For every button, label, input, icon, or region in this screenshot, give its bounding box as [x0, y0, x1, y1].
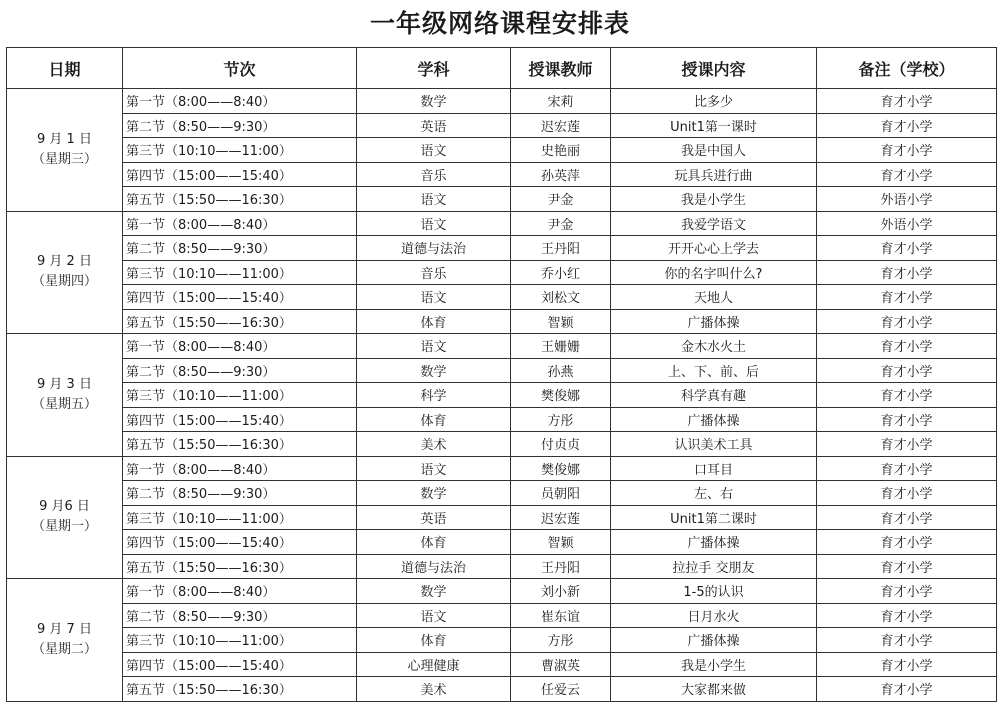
teacher-cell: 智颖	[511, 309, 611, 334]
school-cell: 育才小学	[817, 285, 997, 310]
content-cell: 玩具兵进行曲	[611, 162, 817, 187]
subject-cell: 道德与法治	[357, 554, 511, 579]
weekday-label: （星期二）	[31, 641, 97, 657]
table-header	[7, 48, 997, 89]
period-cell: 第二节（8:50——9:30）	[123, 481, 357, 506]
table-row	[7, 481, 997, 506]
content-cell: 广播体操	[611, 309, 817, 334]
school-cell: 育才小学	[817, 260, 997, 285]
school-cell: 育才小学	[817, 162, 997, 187]
header-school: 备注（学校）	[817, 48, 997, 89]
table-row	[7, 554, 997, 579]
period-cell: 第四节（15:00——15:40）	[123, 530, 357, 555]
school-cell: 育才小学	[817, 407, 997, 432]
teacher-cell: 孙燕	[511, 358, 611, 383]
period-cell: 第四节（15:00——15:40）	[123, 285, 357, 310]
content-cell: 广播体操	[611, 530, 817, 555]
teacher-cell: 史艳丽	[511, 138, 611, 163]
period-cell: 第一节（8:00——8:40）	[123, 211, 357, 236]
content-cell: 你的名字叫什么?	[611, 260, 817, 285]
teacher-cell: 迟宏莲	[511, 505, 611, 530]
teacher-cell: 王丹阳	[511, 236, 611, 261]
subject-cell: 体育	[357, 407, 511, 432]
content-cell: 金木水火土	[611, 334, 817, 359]
subject-cell: 语文	[357, 334, 511, 359]
date-label: 9 月 7 日	[37, 621, 92, 637]
content-cell: 认识美术工具	[611, 432, 817, 457]
content-cell: 科学真有趣	[611, 383, 817, 408]
schedule-table	[6, 47, 997, 702]
subject-cell: 体育	[357, 530, 511, 555]
table-row	[7, 383, 997, 408]
subject-cell: 音乐	[357, 260, 511, 285]
content-cell: 大家都来做	[611, 677, 817, 702]
subject-cell: 音乐	[357, 162, 511, 187]
teacher-cell: 樊俊娜	[511, 383, 611, 408]
subject-cell: 语文	[357, 456, 511, 481]
content-cell: Unit1第一课时	[611, 113, 817, 138]
teacher-cell: 孙英萍	[511, 162, 611, 187]
subject-cell: 美术	[357, 677, 511, 702]
teacher-cell: 王丹阳	[511, 554, 611, 579]
content-cell: 日月水火	[611, 603, 817, 628]
school-cell: 育才小学	[817, 456, 997, 481]
table-row	[7, 162, 997, 187]
teacher-cell: 付贞贞	[511, 432, 611, 457]
header-period: 节次	[123, 48, 357, 89]
school-cell: 外语小学	[817, 187, 997, 212]
school-cell: 育才小学	[817, 334, 997, 359]
school-cell: 育才小学	[817, 652, 997, 677]
table-row	[7, 113, 997, 138]
teacher-cell: 智颖	[511, 530, 611, 555]
period-cell: 第一节（8:00——8:40）	[123, 334, 357, 359]
table-row	[7, 236, 997, 261]
subject-cell: 心理健康	[357, 652, 511, 677]
table-body	[7, 89, 997, 702]
subject-cell: 英语	[357, 505, 511, 530]
date-cell	[7, 579, 123, 702]
period-cell: 第五节（15:50——16:30）	[123, 187, 357, 212]
date-cell	[7, 89, 123, 212]
subject-cell: 道德与法治	[357, 236, 511, 261]
period-cell: 第五节（15:50——16:30）	[123, 677, 357, 702]
table-row	[7, 138, 997, 163]
content-cell: 口耳目	[611, 456, 817, 481]
period-cell: 第一节（8:00——8:40）	[123, 456, 357, 481]
school-cell: 育才小学	[817, 628, 997, 653]
subject-cell: 数学	[357, 481, 511, 506]
content-cell: 我是小学生	[611, 652, 817, 677]
school-cell: 育才小学	[817, 309, 997, 334]
table-row	[7, 285, 997, 310]
period-cell: 第五节（15:50——16:30）	[123, 432, 357, 457]
header-date: 日期	[7, 48, 123, 89]
table-row	[7, 603, 997, 628]
school-cell: 育才小学	[817, 481, 997, 506]
subject-cell: 数学	[357, 89, 511, 114]
subject-cell: 语文	[357, 211, 511, 236]
table-row	[7, 187, 997, 212]
weekday-label: （星期一）	[31, 519, 97, 535]
teacher-cell: 樊俊娜	[511, 456, 611, 481]
subject-cell: 语文	[357, 187, 511, 212]
table-row	[7, 309, 997, 334]
school-cell: 育才小学	[817, 677, 997, 702]
content-cell: 我是中国人	[611, 138, 817, 163]
content-cell: 广播体操	[611, 407, 817, 432]
table-row	[7, 358, 997, 383]
period-cell: 第二节（8:50——9:30）	[123, 113, 357, 138]
school-cell: 育才小学	[817, 579, 997, 604]
table-row	[7, 432, 997, 457]
period-cell: 第三节（10:10——11:00）	[123, 138, 357, 163]
teacher-cell: 崔东谊	[511, 603, 611, 628]
period-cell: 第二节（8:50——9:30）	[123, 236, 357, 261]
table-row	[7, 456, 997, 481]
date-cell	[7, 456, 123, 579]
teacher-cell: 刘松文	[511, 285, 611, 310]
subject-cell: 语文	[357, 138, 511, 163]
school-cell: 育才小学	[817, 505, 997, 530]
date-cell	[7, 334, 123, 457]
content-cell: 左、右	[611, 481, 817, 506]
content-cell: 我爱学语文	[611, 211, 817, 236]
period-cell: 第三节（10:10——11:00）	[123, 260, 357, 285]
school-cell: 育才小学	[817, 138, 997, 163]
subject-cell: 美术	[357, 432, 511, 457]
teacher-cell: 尹金	[511, 211, 611, 236]
period-cell: 第四节（15:00——15:40）	[123, 162, 357, 187]
school-cell: 育才小学	[817, 383, 997, 408]
teacher-cell: 王姗姗	[511, 334, 611, 359]
content-cell: 上、下、前、后	[611, 358, 817, 383]
period-cell: 第三节（10:10——11:00）	[123, 505, 357, 530]
subject-cell: 科学	[357, 383, 511, 408]
teacher-cell: 员朝阳	[511, 481, 611, 506]
period-cell: 第一节（8:00——8:40）	[123, 579, 357, 604]
school-cell: 育才小学	[817, 530, 997, 555]
period-cell: 第一节（8:00——8:40）	[123, 89, 357, 114]
teacher-cell: 方彤	[511, 628, 611, 653]
date-label: 9 月6 日	[39, 499, 90, 515]
school-cell: 育才小学	[817, 554, 997, 579]
subject-cell: 语文	[357, 285, 511, 310]
subject-cell: 语文	[357, 603, 511, 628]
header-teacher: 授课教师	[511, 48, 611, 89]
content-cell: 广播体操	[611, 628, 817, 653]
school-cell: 育才小学	[817, 89, 997, 114]
table-row	[7, 628, 997, 653]
content-cell: 我是小学生	[611, 187, 817, 212]
page-title: 一年级网络课程安排表	[369, 9, 630, 38]
teacher-cell: 任爱云	[511, 677, 611, 702]
table-row	[7, 530, 997, 555]
teacher-cell: 尹金	[511, 187, 611, 212]
subject-cell: 体育	[357, 309, 511, 334]
school-cell: 育才小学	[817, 113, 997, 138]
period-cell: 第五节（15:50——16:30）	[123, 554, 357, 579]
date-cell	[7, 211, 123, 334]
school-cell: 育才小学	[817, 358, 997, 383]
period-cell: 第三节（10:10——11:00）	[123, 628, 357, 653]
school-cell: 育才小学	[817, 603, 997, 628]
teacher-cell: 刘小新	[511, 579, 611, 604]
table-row	[7, 505, 997, 530]
content-cell: 比多少	[611, 89, 817, 114]
school-cell: 育才小学	[817, 432, 997, 457]
teacher-cell: 方彤	[511, 407, 611, 432]
subject-cell: 英语	[357, 113, 511, 138]
teacher-cell: 宋莉	[511, 89, 611, 114]
header-row	[7, 48, 997, 89]
content-cell: Unit1第二课时	[611, 505, 817, 530]
school-cell: 外语小学	[817, 211, 997, 236]
date-label: 9 月 1 日	[37, 131, 92, 147]
table-row	[7, 334, 997, 359]
period-cell: 第二节（8:50——9:30）	[123, 603, 357, 628]
date-label: 9 月 2 日	[37, 254, 92, 270]
table-row	[7, 652, 997, 677]
date-label: 9 月 3 日	[37, 376, 92, 392]
period-cell: 第三节（10:10——11:00）	[123, 383, 357, 408]
period-cell: 第二节（8:50——9:30）	[123, 358, 357, 383]
table-row	[7, 89, 997, 114]
header-content: 授课内容	[611, 48, 817, 89]
table-row	[7, 407, 997, 432]
table-row	[7, 677, 997, 702]
header-subject: 学科	[357, 48, 511, 89]
period-cell: 第五节（15:50——16:30）	[123, 309, 357, 334]
subject-cell: 体育	[357, 628, 511, 653]
school-cell: 育才小学	[817, 236, 997, 261]
weekday-label: （星期四）	[31, 274, 97, 290]
teacher-cell: 迟宏莲	[511, 113, 611, 138]
weekday-label: （星期三）	[31, 151, 97, 167]
period-cell: 第四节（15:00——15:40）	[123, 407, 357, 432]
period-cell: 第四节（15:00——15:40）	[123, 652, 357, 677]
content-cell: 1-5的认识	[611, 579, 817, 604]
table-row	[7, 579, 997, 604]
content-cell: 开开心心上学去	[611, 236, 817, 261]
teacher-cell: 乔小红	[511, 260, 611, 285]
subject-cell: 数学	[357, 358, 511, 383]
table-row	[7, 211, 997, 236]
subject-cell: 数学	[357, 579, 511, 604]
content-cell: 天地人	[611, 285, 817, 310]
table-row	[7, 260, 997, 285]
content-cell: 拉拉手 交朋友	[611, 554, 817, 579]
teacher-cell: 曹淑英	[511, 652, 611, 677]
weekday-label: （星期五）	[31, 396, 97, 412]
